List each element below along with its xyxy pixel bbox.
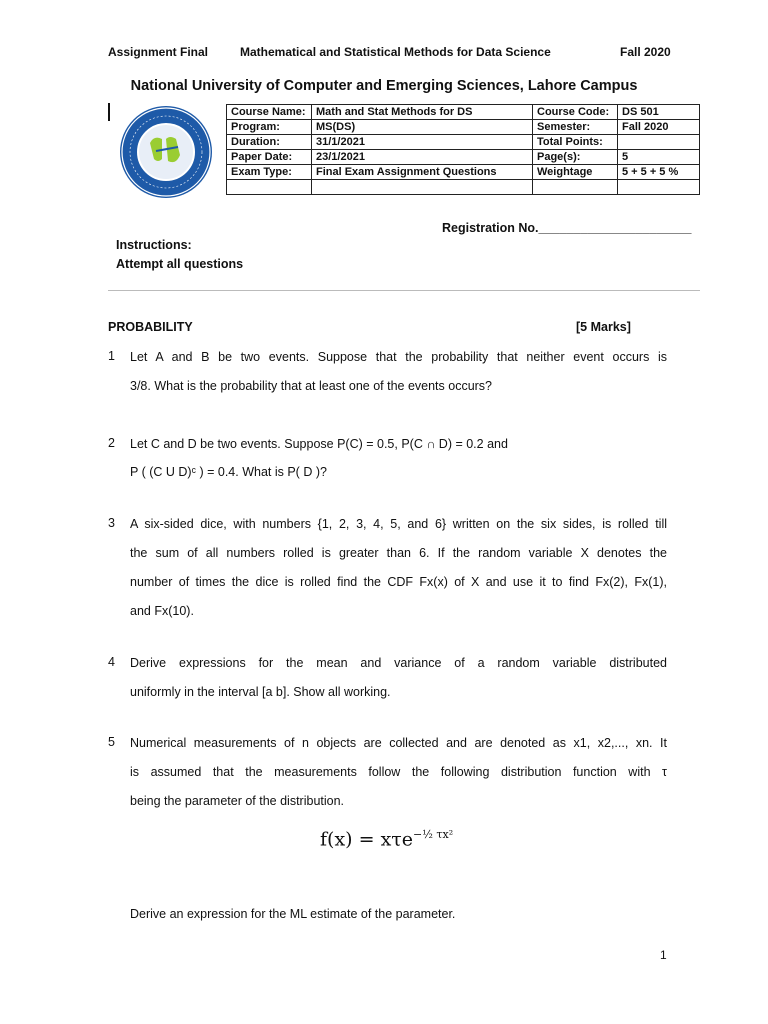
table-row — [227, 150, 700, 165]
program-value: MS(DS) — [312, 120, 533, 135]
pages-label: Page(s): — [533, 150, 618, 165]
pages-value: 5 — [618, 150, 700, 165]
header-center: Mathematical and Statistical Methods for Data Science — [240, 45, 551, 59]
program-label: Program: — [227, 120, 312, 135]
question-5-line-1: Numerical measurements of n objects are collected and are denoted as x1, x2,..., xn. It — [130, 736, 667, 750]
registration-number-line: Registration No.______________________ — [442, 221, 692, 235]
question-2-line-2: P ( (C U D)ᶜ ) = 0.4. What is P( D )? — [130, 465, 327, 479]
paper-date-label: Paper Date: — [227, 150, 312, 165]
question-3-line-4: and Fx(10). — [130, 604, 194, 618]
total-points-label: Total Points: — [533, 135, 618, 150]
formula-lhs: f(x) = xτe — [320, 828, 414, 851]
table-row — [227, 120, 700, 135]
empty-cell — [227, 180, 312, 195]
table-row — [227, 180, 700, 195]
duration-label: Duration: — [227, 135, 312, 150]
question-3-line-3: number of times the dice is rolled find the CDF Fx(x) of X and use it to find Fx(2), Fx(1), — [130, 575, 667, 589]
divider — [108, 290, 700, 291]
question-4-line-1: Derive expressions for the mean and variance of a random variable distributed — [130, 656, 667, 670]
instructions-text: Attempt all questions — [116, 257, 244, 271]
empty-cell — [312, 180, 533, 195]
weightage-value: 5 + 5 + 5 % — [618, 165, 700, 180]
table-row — [227, 135, 700, 150]
question-3-line-1: A six-sided dice, with numbers {1, 2, 3, 4, 5, and 6} written on the six sides, is rolled till — [130, 517, 667, 531]
question-1-line-1: Let A and B be two events. Suppose that the probability that neither event occurs is — [130, 350, 667, 364]
exam-type-value: Final Exam Assignment Questions — [312, 165, 533, 180]
formula-exponent: −½ τx² — [413, 828, 454, 841]
total-points-value — [618, 135, 700, 150]
header-left: Assignment Final — [108, 45, 209, 59]
fast-nu-logo-icon — [108, 103, 220, 200]
course-name-label: Course Name: — [227, 105, 312, 120]
table-row — [227, 105, 700, 120]
course-code-label: Course Code: — [533, 105, 618, 120]
question-2-line-1: Let C and D be two events. Suppose P(C) = 0.5, P(C ∩ D) = 0.2 and — [130, 437, 508, 451]
question-5-line-3: being the parameter of the distribution. — [130, 794, 345, 808]
question-3-line-2: the sum of all numbers rolled is greater than 6. If the random variable X denotes the — [130, 546, 667, 560]
logo-frame — [108, 103, 220, 200]
question-number: 4 — [108, 655, 115, 669]
course-code-value: DS 501 — [618, 105, 700, 120]
weightage-label: Weightage — [533, 165, 618, 180]
empty-cell — [533, 180, 618, 195]
distribution-formula — [320, 828, 453, 850]
question-number: 5 — [108, 735, 115, 749]
course-name-value: Math and Stat Methods for DS — [312, 105, 533, 120]
empty-cell — [618, 180, 700, 195]
paper-date-value: 23/1/2021 — [312, 150, 533, 165]
page-number: 1 — [660, 948, 667, 962]
header-right: Fall 2020 — [620, 45, 671, 59]
instructions-title: Instructions: — [116, 238, 192, 252]
semester-value: Fall 2020 — [618, 120, 700, 135]
question-number: 1 — [108, 349, 115, 363]
exam-type-label: Exam Type: — [227, 165, 312, 180]
course-info-table — [226, 104, 700, 195]
final-instruction: Derive an expression for the ML estimate of the parameter. — [130, 907, 456, 921]
section-title: PROBABILITY — [108, 320, 193, 334]
university-title: National University of Computer and Emerging Sciences, Lahore Campus — [130, 78, 638, 94]
question-4-line-2: uniformly in the interval [a b]. Show all working. — [130, 685, 391, 699]
section-marks: [5 Marks] — [576, 320, 631, 334]
table-row — [227, 165, 700, 180]
duration-value: 31/1/2021 — [312, 135, 533, 150]
question-number: 2 — [108, 436, 115, 450]
semester-label: Semester: — [533, 120, 618, 135]
question-number: 3 — [108, 516, 115, 530]
question-5-line-2: is assumed that the measurements follow the following distribution function with τ — [130, 765, 667, 779]
question-1-line-2: 3/8. What is the probability that at least one of the events occurs? — [130, 379, 493, 393]
